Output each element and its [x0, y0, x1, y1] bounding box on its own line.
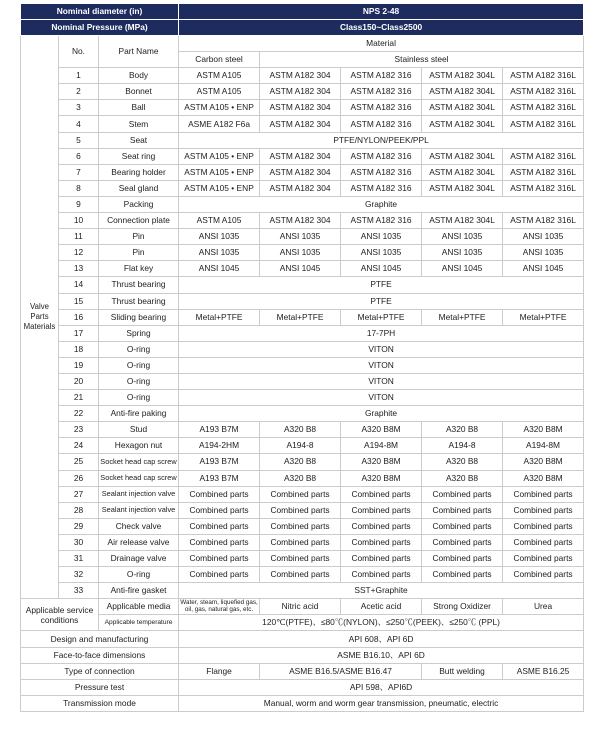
part-material-316: ASTM A182 316 — [341, 148, 422, 164]
part-material-carbon: Combined parts — [179, 534, 260, 550]
part-material-all: PTFE/NYLON/PEEK/PPL — [179, 132, 584, 148]
material-header: Material — [179, 36, 584, 52]
part-row — [21, 470, 584, 486]
part-no: 22 — [59, 406, 99, 422]
part-material-304l: ASTM A182 304L — [422, 116, 503, 132]
part-material-316: Combined parts — [341, 518, 422, 534]
part-material-316l: ASTM A182 316L — [503, 68, 584, 84]
part-material-316: A320 B8M — [341, 470, 422, 486]
part-material-all: Graphite — [179, 406, 584, 422]
part-row — [21, 277, 584, 293]
part-no: 17 — [59, 325, 99, 341]
part-name: Bonnet — [99, 84, 179, 100]
part-name: O-ring — [99, 390, 179, 406]
part-row — [21, 390, 584, 406]
part-material-316: ASTM A182 316 — [341, 68, 422, 84]
part-name: Spring — [99, 325, 179, 341]
part-material-304: A320 B8 — [260, 422, 341, 438]
part-material-all: VITON — [179, 357, 584, 373]
part-row — [21, 406, 584, 422]
connection-label: Type of connection — [21, 663, 179, 679]
part-no: 15 — [59, 293, 99, 309]
temp-label: Applicable temperature — [99, 615, 179, 631]
part-material-316: Combined parts — [341, 486, 422, 502]
part-name: Anti-fire gasket — [99, 583, 179, 599]
part-no: 18 — [59, 341, 99, 357]
part-name: Stem — [99, 116, 179, 132]
part-material-all: VITON — [179, 390, 584, 406]
part-material-316: Combined parts — [341, 502, 422, 518]
part-material-all: SST+Graphite — [179, 583, 584, 599]
part-material-carbon: ASTM A105 — [179, 84, 260, 100]
connection-butt: Butt welding — [422, 663, 503, 679]
part-material-316: ASTM A182 316 — [341, 164, 422, 180]
part-name: Pin — [99, 245, 179, 261]
part-material-316: A320 B8M — [341, 422, 422, 438]
part-material-316: Combined parts — [341, 551, 422, 567]
part-material-304: A320 B8 — [260, 470, 341, 486]
part-material-316: A194-8M — [341, 438, 422, 454]
part-material-316l: ASTM A182 316L — [503, 213, 584, 229]
part-material-carbon: A194-2HM — [179, 438, 260, 454]
part-material-316: A320 B8M — [341, 454, 422, 470]
part-material-304: ASTM A182 304 — [260, 213, 341, 229]
part-material-304l: ASTM A182 304L — [422, 164, 503, 180]
part-material-304l: Combined parts — [422, 567, 503, 583]
part-material-304l: Combined parts — [422, 534, 503, 550]
nominal-pressure-label: Nominal Pressure (MPa) — [21, 20, 179, 36]
stainless-steel-header: Stainless steel — [260, 52, 584, 68]
part-material-304l: ANSI 1045 — [422, 261, 503, 277]
part-material-carbon: Combined parts — [179, 567, 260, 583]
part-material-carbon: Combined parts — [179, 486, 260, 502]
part-row — [21, 534, 584, 550]
part-material-carbon: ASTM A105 • ENP — [179, 148, 260, 164]
part-material-316l: Combined parts — [503, 567, 584, 583]
part-row — [21, 196, 584, 212]
connection-row — [21, 663, 584, 679]
part-row — [21, 116, 584, 132]
temp-value: 120℃(PTFE)、≤80℃(NYLON)、≤250℃(PEEK)、≤250℃ (PPL) — [179, 615, 584, 631]
part-material-304l: ANSI 1035 — [422, 229, 503, 245]
part-material-316: ASTM A182 316 — [341, 213, 422, 229]
part-row — [21, 422, 584, 438]
part-material-316l: ASTM A182 316L — [503, 116, 584, 132]
part-name: Drainage valve — [99, 551, 179, 567]
service-media-row — [21, 599, 584, 615]
part-name: Packing — [99, 196, 179, 212]
part-no: 27 — [59, 486, 99, 502]
part-row — [21, 213, 584, 229]
part-material-carbon: Combined parts — [179, 551, 260, 567]
part-no: 19 — [59, 357, 99, 373]
part-material-316: ASTM A182 316 — [341, 100, 422, 116]
part-row — [21, 293, 584, 309]
part-name: Anti-fire paking — [99, 406, 179, 422]
part-material-316l: Combined parts — [503, 486, 584, 502]
connection-asme: ASME B16.5/ASME B16.47 — [260, 663, 422, 679]
part-no: 11 — [59, 229, 99, 245]
header-row-pressure — [21, 20, 584, 36]
part-material-304l: Combined parts — [422, 551, 503, 567]
header-row-diameter — [21, 4, 584, 20]
part-material-304l: A320 B8 — [422, 422, 503, 438]
part-no: 8 — [59, 180, 99, 196]
carbon-steel-header: Carbon steel — [179, 52, 260, 68]
design-value: API 608、API 6D — [179, 631, 584, 647]
part-row — [21, 261, 584, 277]
part-material-carbon: Combined parts — [179, 518, 260, 534]
part-row — [21, 518, 584, 534]
face-value: ASME B16.10、API 6D — [179, 647, 584, 663]
nominal-diameter-value: NPS 2-48 — [179, 4, 584, 20]
part-material-316: ANSI 1045 — [341, 261, 422, 277]
nominal-pressure-value: Class150~Class2500 — [179, 20, 584, 36]
part-material-all: VITON — [179, 341, 584, 357]
part-material-304l: Combined parts — [422, 518, 503, 534]
transmission-row — [21, 695, 584, 711]
part-row — [21, 309, 584, 325]
part-name: Thrust bearing — [99, 277, 179, 293]
part-no: 28 — [59, 502, 99, 518]
face-label: Face-to-face dimensions — [21, 647, 179, 663]
part-row — [21, 68, 584, 84]
service-temp-row — [21, 615, 584, 631]
part-name: Check valve — [99, 518, 179, 534]
part-material-304: ASTM A182 304 — [260, 180, 341, 196]
part-row — [21, 84, 584, 100]
part-material-316l: ASTM A182 316L — [503, 84, 584, 100]
part-material-316: ASTM A182 316 — [341, 116, 422, 132]
part-material-carbon: ASTM A105 • ENP — [179, 164, 260, 180]
part-row — [21, 486, 584, 502]
part-material-316: Combined parts — [341, 534, 422, 550]
part-no: 4 — [59, 116, 99, 132]
part-material-304l: ASTM A182 304L — [422, 213, 503, 229]
part-name: O-ring — [99, 373, 179, 389]
part-material-304: Combined parts — [260, 486, 341, 502]
part-material-304: ANSI 1035 — [260, 229, 341, 245]
part-name: Stud — [99, 422, 179, 438]
part-row — [21, 132, 584, 148]
media-carbon: Water, steam, liquefied gas, oil, gas, natural gas, etc. — [179, 599, 260, 615]
transmission-label: Transmission mode — [21, 695, 179, 711]
part-material-304: Combined parts — [260, 502, 341, 518]
pressure-row — [21, 679, 584, 695]
part-row — [21, 164, 584, 180]
design-row — [21, 631, 584, 647]
part-no: 9 — [59, 196, 99, 212]
part-row — [21, 583, 584, 599]
part-material-316l: ASTM A182 316L — [503, 164, 584, 180]
part-row — [21, 180, 584, 196]
part-row — [21, 551, 584, 567]
part-material-carbon: ASTM A105 — [179, 68, 260, 84]
part-material-304: ASTM A182 304 — [260, 68, 341, 84]
part-no: 26 — [59, 470, 99, 486]
part-material-all: PTFE — [179, 293, 584, 309]
valve-parts-materials-label: Valve Parts Materials — [21, 36, 59, 599]
part-name: Flat key — [99, 261, 179, 277]
part-name: Pin — [99, 229, 179, 245]
part-material-316l: Metal+PTFE — [503, 309, 584, 325]
design-label: Design and manufacturing — [21, 631, 179, 647]
media-316l: Urea — [503, 599, 584, 615]
part-name: O-ring — [99, 357, 179, 373]
part-no: 32 — [59, 567, 99, 583]
part-no: 30 — [59, 534, 99, 550]
part-name: Sealant injection valve — [99, 486, 179, 502]
part-material-304: A320 B8 — [260, 454, 341, 470]
part-material-304: ANSI 1045 — [260, 261, 341, 277]
connection-flange: Flange — [179, 663, 260, 679]
part-material-304l: A320 B8 — [422, 470, 503, 486]
column-header-row — [21, 36, 584, 52]
part-material-304l: ASTM A182 304L — [422, 84, 503, 100]
part-material-316l: ANSI 1035 — [503, 229, 584, 245]
part-material-carbon: A193 B7M — [179, 470, 260, 486]
face-row — [21, 647, 584, 663]
part-material-304: ASTM A182 304 — [260, 164, 341, 180]
part-name: Bearing holder — [99, 164, 179, 180]
part-no: 13 — [59, 261, 99, 277]
media-label: Applicable media — [99, 599, 179, 615]
part-name: Connection plate — [99, 213, 179, 229]
part-no: 12 — [59, 245, 99, 261]
media-304: Nitric acid — [260, 599, 341, 615]
part-no: 29 — [59, 518, 99, 534]
part-material-carbon: ANSI 1035 — [179, 229, 260, 245]
part-material-304: Combined parts — [260, 518, 341, 534]
part-no: 20 — [59, 373, 99, 389]
part-material-304: Combined parts — [260, 534, 341, 550]
part-material-304: Combined parts — [260, 551, 341, 567]
part-material-304l: A320 B8 — [422, 454, 503, 470]
part-row — [21, 245, 584, 261]
part-material-316l: Combined parts — [503, 534, 584, 550]
media-304l: Strong Oxidizer — [422, 599, 503, 615]
part-name: Seat — [99, 132, 179, 148]
part-material-316l: ASTM A182 316L — [503, 148, 584, 164]
part-material-304l: ANSI 1035 — [422, 245, 503, 261]
part-name: O-ring — [99, 567, 179, 583]
part-material-316l: Combined parts — [503, 551, 584, 567]
part-material-316l: ASTM A182 316L — [503, 100, 584, 116]
part-material-304l: A194-8 — [422, 438, 503, 454]
part-material-carbon: A193 B7M — [179, 422, 260, 438]
pressure-value: API 598、API6D — [179, 679, 584, 695]
part-material-316l: ANSI 1045 — [503, 261, 584, 277]
part-no: 16 — [59, 309, 99, 325]
part-row — [21, 357, 584, 373]
part-material-carbon: ANSI 1035 — [179, 245, 260, 261]
service-conditions-label: Applicable service conditions — [21, 599, 99, 631]
part-material-304: ASTM A182 304 — [260, 100, 341, 116]
part-material-carbon: ASME A182 F6a — [179, 116, 260, 132]
media-316: Acetic acid — [341, 599, 422, 615]
part-material-304l: ASTM A182 304L — [422, 148, 503, 164]
part-material-304l: ASTM A182 304L — [422, 68, 503, 84]
part-material-304l: ASTM A182 304L — [422, 180, 503, 196]
part-no: 23 — [59, 422, 99, 438]
part-no: 1 — [59, 68, 99, 84]
part-material-304l: ASTM A182 304L — [422, 100, 503, 116]
part-material-carbon: Metal+PTFE — [179, 309, 260, 325]
part-material-316: Metal+PTFE — [341, 309, 422, 325]
part-material-carbon: Combined parts — [179, 502, 260, 518]
part-no: 24 — [59, 438, 99, 454]
part-material-carbon: A193 B7M — [179, 454, 260, 470]
part-material-304: ASTM A182 304 — [260, 116, 341, 132]
nominal-diameter-label: Nominal diameter (in) — [21, 4, 179, 20]
part-material-304l: Metal+PTFE — [422, 309, 503, 325]
part-no: 21 — [59, 390, 99, 406]
part-no: 2 — [59, 84, 99, 100]
part-material-304: Metal+PTFE — [260, 309, 341, 325]
part-row — [21, 454, 584, 470]
part-no: 10 — [59, 213, 99, 229]
part-material-carbon: ASTM A105 • ENP — [179, 180, 260, 196]
transmission-value: Manual, worm and worm gear transmission, pneumatic, electric — [179, 695, 584, 711]
part-row — [21, 229, 584, 245]
part-material-316l: Combined parts — [503, 502, 584, 518]
part-material-all: Graphite — [179, 196, 584, 212]
part-material-all: 17-7PH — [179, 325, 584, 341]
part-material-316l: ANSI 1035 — [503, 245, 584, 261]
part-material-316: ASTM A182 316 — [341, 84, 422, 100]
part-material-304: Combined parts — [260, 567, 341, 583]
part-no: 31 — [59, 551, 99, 567]
part-material-316: ASTM A182 316 — [341, 180, 422, 196]
part-material-304: ASTM A182 304 — [260, 84, 341, 100]
no-header: No. — [59, 36, 99, 68]
part-name: Air release valve — [99, 534, 179, 550]
part-name: Seal gland — [99, 180, 179, 196]
part-material-316: ANSI 1035 — [341, 229, 422, 245]
part-no: 5 — [59, 132, 99, 148]
part-material-316l: A320 B8M — [503, 470, 584, 486]
part-row — [21, 567, 584, 583]
part-no: 7 — [59, 164, 99, 180]
part-row — [21, 502, 584, 518]
part-material-all: VITON — [179, 373, 584, 389]
part-material-carbon: ASTM A105 — [179, 213, 260, 229]
part-material-304: ASTM A182 304 — [260, 148, 341, 164]
part-name: Seat ring — [99, 148, 179, 164]
part-row — [21, 438, 584, 454]
part-material-304: A194-8 — [260, 438, 341, 454]
part-material-304: ANSI 1035 — [260, 245, 341, 261]
pressure-label: Pressure test — [21, 679, 179, 695]
part-name: O-ring — [99, 341, 179, 357]
part-row — [21, 325, 584, 341]
part-name: Socket head cap screw — [99, 454, 179, 470]
part-material-304l: Combined parts — [422, 486, 503, 502]
valve-spec-sheet — [20, 3, 583, 712]
part-material-316l: Combined parts — [503, 518, 584, 534]
part-row — [21, 341, 584, 357]
part-material-316: Combined parts — [341, 567, 422, 583]
part-name: Body — [99, 68, 179, 84]
part-material-316l: A320 B8M — [503, 454, 584, 470]
part-name: Thrust bearing — [99, 293, 179, 309]
part-no: 6 — [59, 148, 99, 164]
connection-b1625: ASME B16.25 — [503, 663, 584, 679]
part-name-header: Part Name — [99, 36, 179, 68]
part-no: 25 — [59, 454, 99, 470]
part-name: Sliding bearing — [99, 309, 179, 325]
part-material-all: PTFE — [179, 277, 584, 293]
part-row — [21, 373, 584, 389]
part-name: Socket head cap screw — [99, 470, 179, 486]
part-name: Hexagon nut — [99, 438, 179, 454]
part-material-carbon: ANSI 1045 — [179, 261, 260, 277]
spec-table — [20, 3, 584, 712]
part-row — [21, 148, 584, 164]
part-material-carbon: ASTM A105 • ENP — [179, 100, 260, 116]
part-no: 14 — [59, 277, 99, 293]
part-material-304l: Combined parts — [422, 502, 503, 518]
part-name: Ball — [99, 100, 179, 116]
part-no: 3 — [59, 100, 99, 116]
part-name: Sealant injection valve — [99, 502, 179, 518]
part-material-316l: A194-8M — [503, 438, 584, 454]
part-no: 33 — [59, 583, 99, 599]
part-material-316: ANSI 1035 — [341, 245, 422, 261]
part-material-316l: ASTM A182 316L — [503, 180, 584, 196]
part-material-316l: A320 B8M — [503, 422, 584, 438]
part-row — [21, 100, 584, 116]
